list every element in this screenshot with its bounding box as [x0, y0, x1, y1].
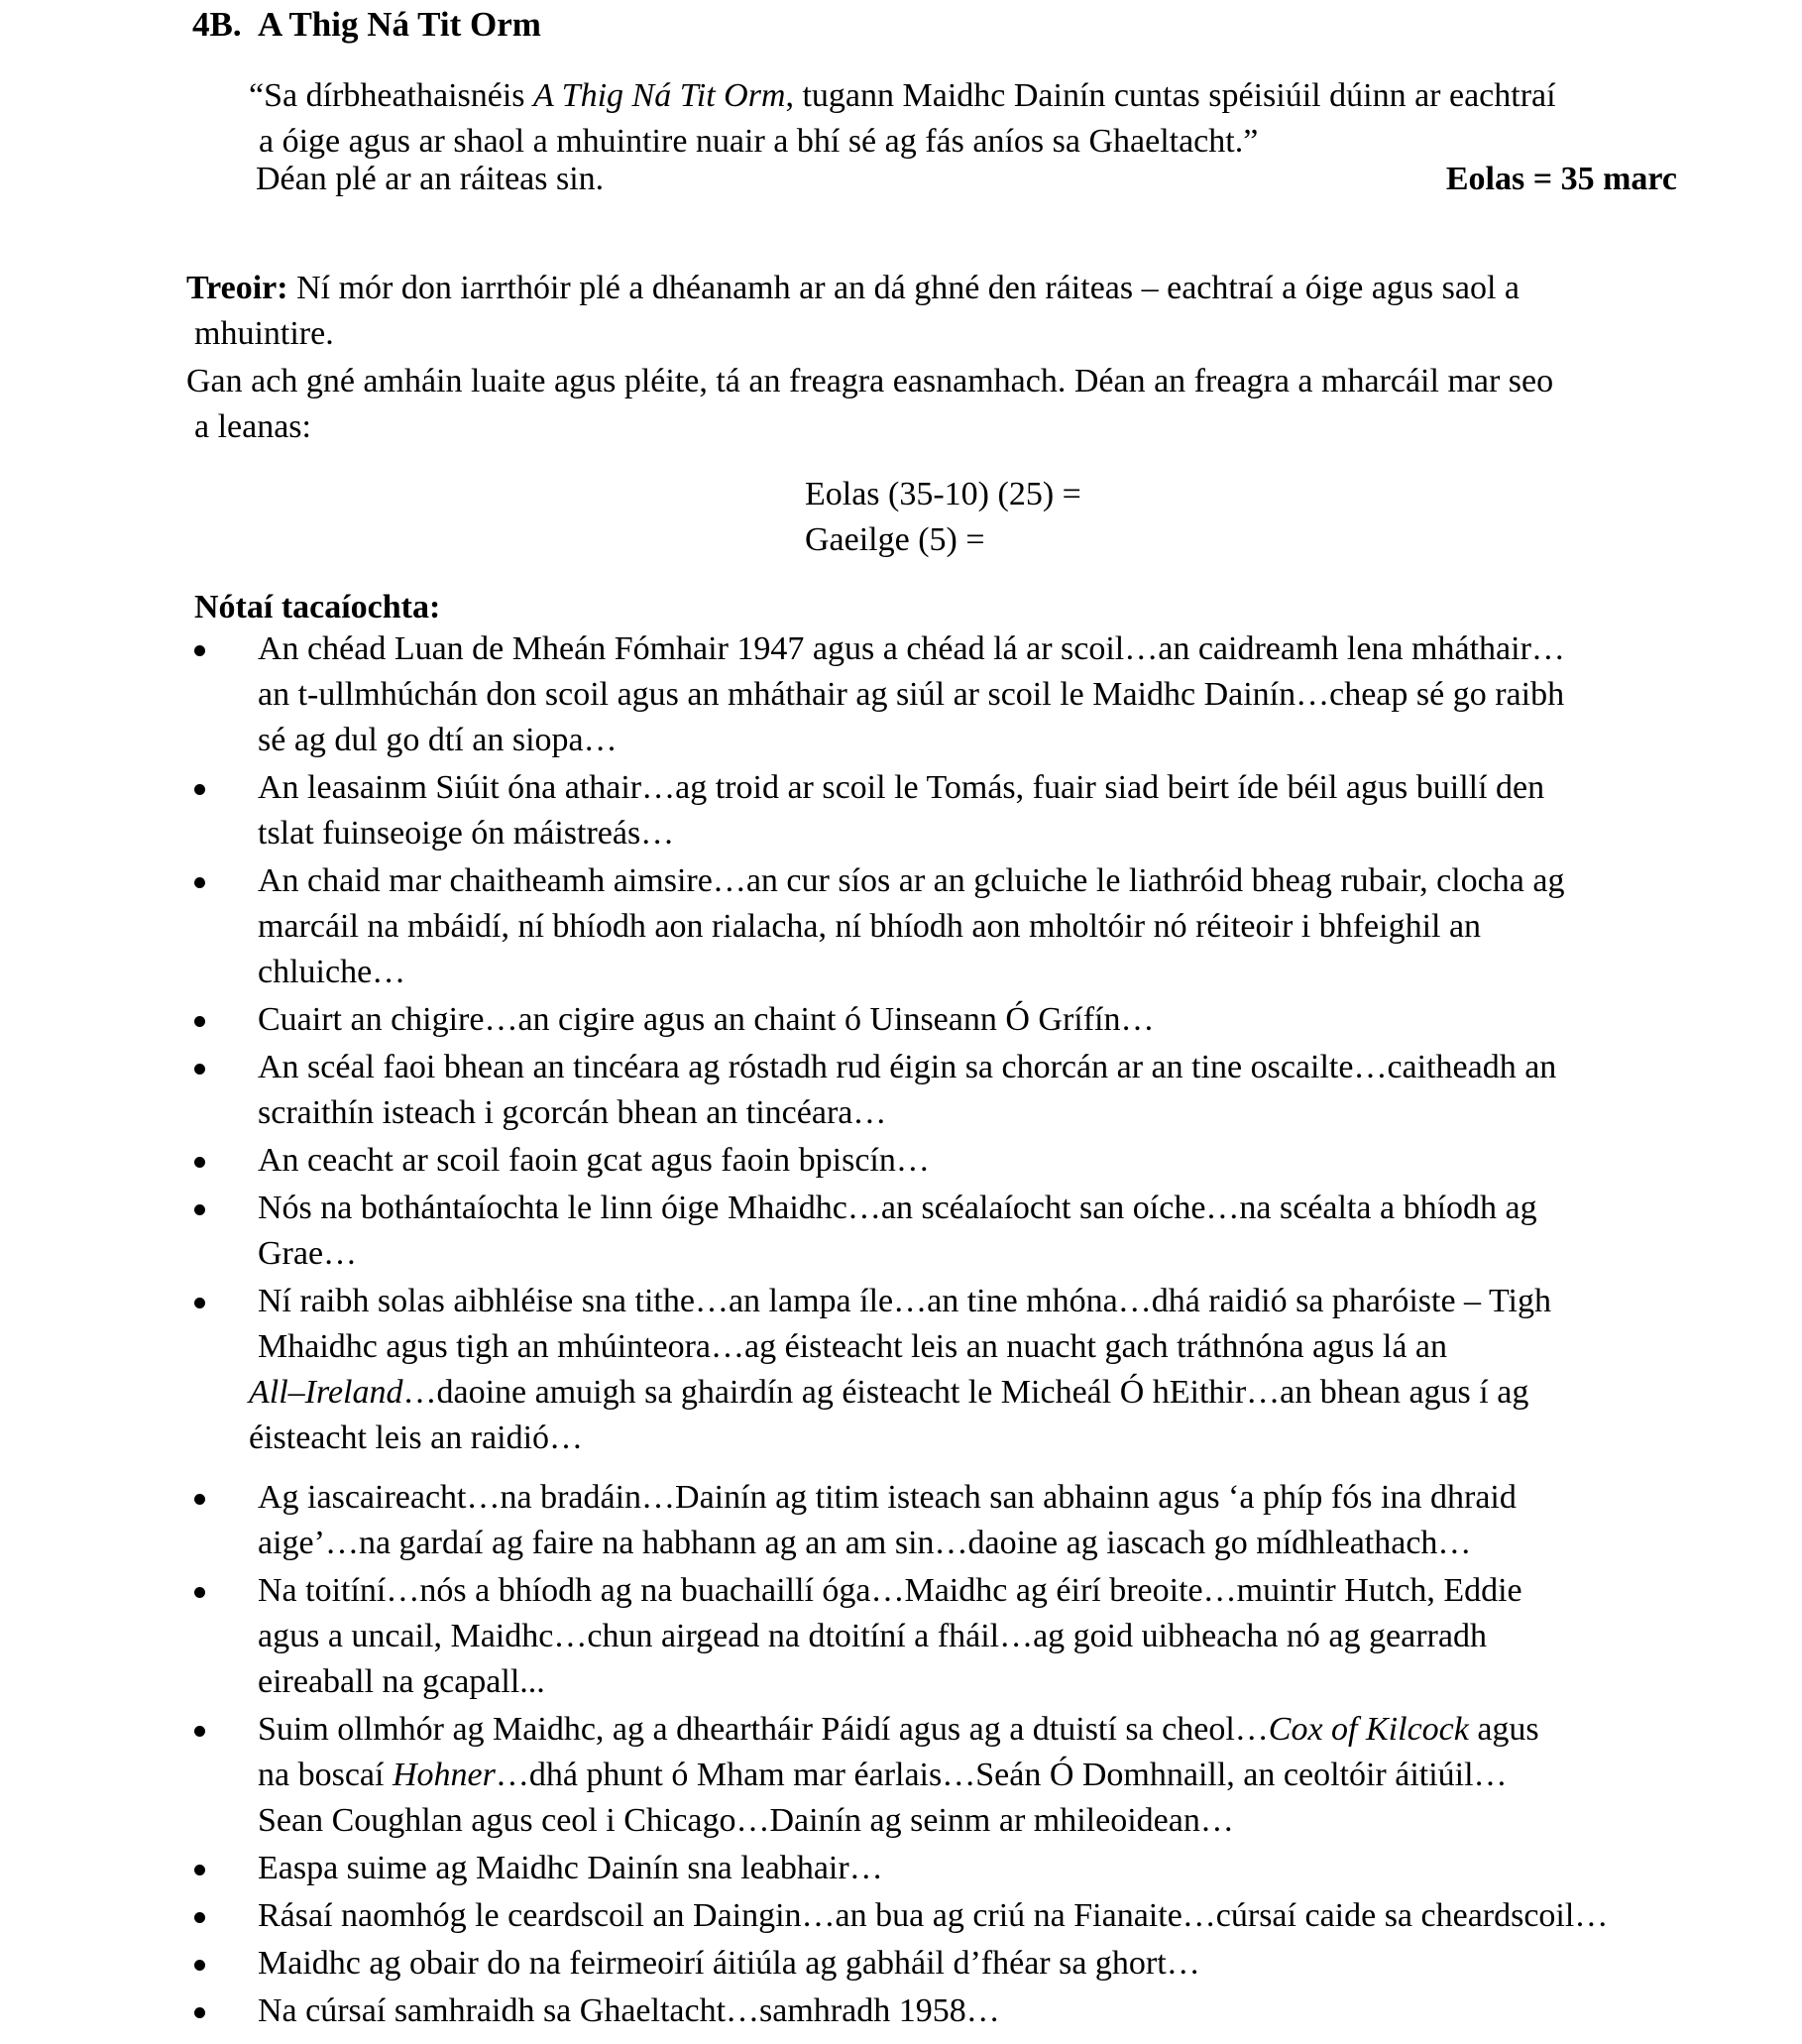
list-item: Na toitíní…nós a bhíodh ag na buachaillí óga…Maidhc ag éirí breoite…muintir Hutch, Eddie agus a uncail, Maidhc…chun airgead na dtoitíní a fháil…ag goid uibheacha nó ag gearradh eireaball na gcapall...	[186, 1568, 1733, 1705]
quote-rest-text: , tugann Maidhc Dainín cuntas spéisiúil dúinn ar eachtraí	[785, 77, 1556, 114]
treoir-label: Treoir:	[186, 270, 288, 306]
list-item: An leasainm Siúit óna athair…ag troid ar scoil le Tomás, fuair siad beirt íde béil agus buillí den tslat fuinseoige ón máistreás…	[186, 765, 1733, 856]
bullet-icon	[194, 1912, 205, 1923]
bullet-icon	[194, 877, 205, 888]
bullet-icon	[194, 1494, 205, 1505]
list-item: Easpa suime ag Maidhc Dainín sna leabhair…	[186, 1846, 1733, 1891]
list-item: An chéad Luan de Mheán Fómhair 1947 agus a chéad lá ar scoil…an caidreamh lena mháthair… an t-ullmhúchán don scoil agus an mháthair ag siúl ar scoil le Maidhc Dainín…cheap sé go raibh sé ag dul go dtí an siopa…	[186, 626, 1733, 763]
list-item: Nós na bothántaíochta le linn óige Mhaidhc…an scéalaíocht san oíche…na scéalta a bhíodh ag Grae…	[186, 1186, 1733, 1277]
bullet-icon	[194, 645, 205, 656]
question-number: 4B.	[192, 5, 242, 44]
list-item: Cuairt an chigire…an cigire agus an chaint ó Uinseann Ó Grífín…	[186, 997, 1733, 1043]
bullet-icon	[194, 1865, 205, 1875]
quote-open-text: “Sa dírbheathaisnéis	[249, 77, 534, 114]
list-item: An chaid mar chaitheamh aimsire…an cur síos ar an gcluiche le liathróid bheag rubair, clocha ag marcáil na mbáidí, ní bhíodh aon rialacha, ní bhíodh aon mholtóir nó réiteoir i bhfeighil an chluiche…	[186, 858, 1733, 995]
instruction-row	[256, 157, 1677, 202]
treoir-paragraph	[186, 266, 1673, 357]
all-ireland-italic: All–Ireland	[249, 1374, 403, 1411]
bullet-icon	[194, 1726, 205, 1737]
notes-list	[186, 626, 1733, 2036]
question-title: A Thig Ná Tit Orm	[258, 5, 541, 44]
marking-eolas: Eolas (35-10) (25) =	[805, 476, 1081, 512]
bullet-icon	[194, 1157, 205, 1168]
gan-line-1: Gan ach gné amháin luaite agus pléite, tá an freagra easnamhach. Déan an freagra a mharcáil mar seo	[186, 363, 1554, 399]
marks-allocation: Eolas = 35 marc	[1445, 161, 1677, 197]
gan-paragraph	[186, 359, 1673, 450]
bullet-icon	[194, 1016, 205, 1027]
quote-line-2: a óige agus ar shaol a mhuintire nuair a bhí sé ag fás aníos sa Ghaeltacht.”	[259, 123, 1259, 160]
list-item: Ní raibh solas aibhléise sna tithe…an lampa íle…an tine mhóna…dhá raidió sa pharóiste – Tigh Mhaidhc agus tigh an mhúinteora…ag éisteacht leis an nuacht gach tráthnóna agus lá an All–Ireland…daoine amuigh sa ghairdín ag éisteacht le Micheál Ó hEithir…an bhean agus í ag éisteacht leis an raidió…	[186, 1279, 1733, 1461]
quote-book-title: A Thig Ná Tit Orm	[533, 77, 786, 114]
notes-title: Nótaí tacaíochta:	[194, 589, 441, 625]
quote-line-1	[249, 73, 1686, 119]
treoir-line-2: mhuintire.	[194, 315, 334, 352]
list-item: Na cúrsaí samhraidh sa Ghaeltacht…samhradh 1958…	[186, 1988, 1733, 2034]
bullet-icon	[194, 1064, 205, 1075]
list-item: Rásaí naomhóg le ceardscoil an Daingin…an bua ag criú na Fianaite…cúrsaí caide sa cheardscoil…	[186, 1893, 1733, 1939]
list-item: An ceacht ar scoil faoin gcat agus faoin bpiscín…	[186, 1138, 1733, 1184]
bullet-icon	[194, 1960, 205, 1971]
bullet-icon	[194, 1298, 205, 1308]
bullet-icon	[194, 784, 205, 795]
treoir-text: Ní mór don iarrthóir plé a dhéanamh ar an dá ghné den ráiteas – eachtraí a óige agus saol a	[287, 270, 1520, 306]
treoir-line-1	[186, 266, 1673, 311]
bullet-icon	[194, 1587, 205, 1598]
bullet-icon	[194, 1204, 205, 1215]
question-heading	[192, 2, 541, 48]
marking-scheme	[805, 472, 1081, 563]
marking-gaeilge: Gaeilge (5) =	[805, 521, 985, 558]
cox-of-kilcock-italic: Cox of Kilcock	[1268, 1711, 1469, 1748]
list-item: Maidhc ag obair do na feirmeoirí áitiúla ag gabháil d’fhéar sa ghort…	[186, 1941, 1733, 1987]
list-item: An scéal faoi bhean an tincéara ag róstadh rud éigin sa chorcán ar an tine oscailte…caitheadh an scraithín isteach i gcorcán bhean an tincéara…	[186, 1045, 1733, 1136]
list-item: Suim ollmhór ag Maidhc, ag a dheartháir Páidí agus ag a dtuistí sa cheol…Cox of Kilcock agus na boscaí Hohner…dhá phunt ó Mham mar éarlais…Seán Ó Domhnaill, an ceoltóir áitiúil… Sean Coughlan agus ceol i Chicago…Dainín ag seinm ar mhileoidean…	[186, 1707, 1733, 1844]
instruction-text: Déan plé ar an ráiteas sin.	[256, 161, 605, 197]
bullet-icon	[194, 2007, 205, 2018]
gan-line-2: a leanas:	[194, 408, 311, 445]
list-item: Ag iascaireacht…na bradáin…Dainín ag titim isteach san abhainn agus ‘a phíp fós ina dhraid aige’…na gardaí ag faire na habhann ag an am sin…daoine ag iascach go mídhleathach…	[186, 1475, 1733, 1566]
hohner-italic: Hohner	[392, 1757, 496, 1793]
question-quote	[249, 73, 1686, 165]
